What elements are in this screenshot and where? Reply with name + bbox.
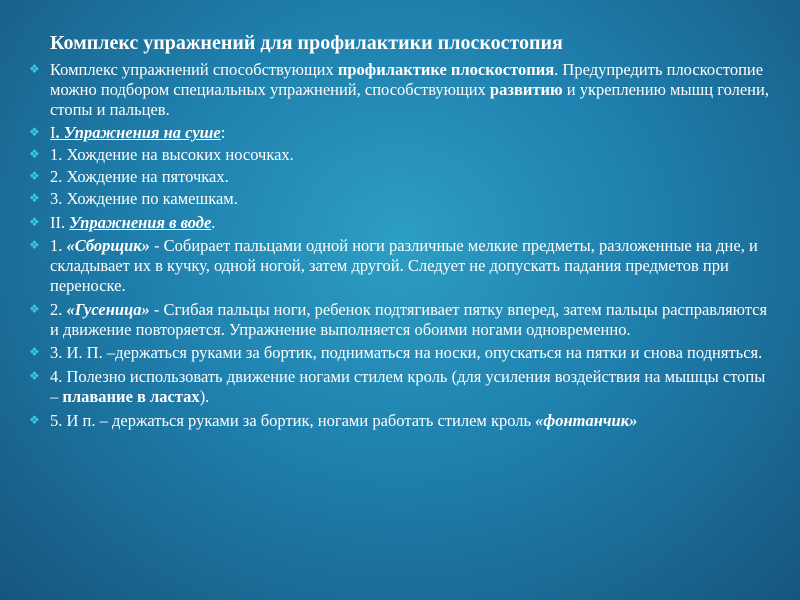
- bold-fragment: плавание в ластах: [62, 386, 200, 406]
- diamond-bullet-icon: ❖: [29, 301, 40, 316]
- diamond-bullet-icon: ❖: [29, 345, 40, 360]
- text-fragment: 2.: [50, 299, 67, 319]
- text-fragment: Комплекс упражнений способствующих: [50, 60, 338, 79]
- list-item-section-land: [27, 123, 775, 143]
- slide-title: Комплекс упражнений для профилактики плоскостопия: [50, 32, 563, 54]
- list-item-exercise: [27, 300, 775, 340]
- bullet-list: [27, 60, 775, 435]
- exercise-name: «Сборщик»: [66, 236, 150, 256]
- section-heading: Упражнения в воде: [69, 212, 212, 232]
- list-item-exercise: [27, 411, 775, 431]
- list-item-intro: [27, 60, 775, 119]
- text-fragment: - Собирает пальцами одной ноги различные мелкие предметы, разложенные на дне, и складывает их в кучку, одной ногой, затем другой. Следует не допускать падания предметов при переноске.: [50, 236, 758, 295]
- diamond-bullet-icon: ❖: [29, 238, 40, 253]
- item-text: 3. И. П. –держаться руками за бортик, подниматься на носки, опускаться на пятки и снова подняться.: [50, 343, 763, 363]
- exercise-name: «Гусеница»: [66, 299, 150, 319]
- text-fragment: 5. И п. – держаться руками за бортик, ногами работать стилем кроль: [50, 410, 536, 430]
- item-text: 1. Хождение на высоких носочках.: [50, 145, 294, 165]
- text-fragment: . Предупредить плоскостопие можно подбором специальных упражнений, способствующих: [50, 60, 764, 99]
- text-fragment: - Сгибая пальцы ноги, ребенок подтягивает пятку вперед, затем пальцы расправляются и движение повторяется. Упражнение выполняется обоими ногами одновременно.: [50, 299, 768, 339]
- list-item-exercise: [27, 367, 775, 407]
- text-fragment: ).: [199, 386, 210, 406]
- diamond-bullet-icon: ❖: [29, 125, 40, 140]
- bold-fragment: развитию: [489, 79, 563, 99]
- list-item-exercise: [27, 236, 775, 295]
- text-fragment: .: [55, 123, 64, 143]
- diamond-bullet-icon: ❖: [29, 62, 40, 76]
- bold-fragment: профилактике плоскостопия: [337, 60, 555, 79]
- text-fragment: 1.: [50, 236, 67, 256]
- section-heading: Упражнения на суше: [63, 123, 221, 143]
- diamond-bullet-icon: ❖: [29, 214, 40, 229]
- text-fragment: .: [211, 212, 216, 232]
- text-fragment: и укреплению мышц голени, стопы и пальцев.: [50, 79, 769, 119]
- list-item-exercise: [27, 189, 775, 209]
- list-item-section-water: [27, 213, 775, 233]
- list-item-exercise: [27, 145, 775, 165]
- item-text: 2. Хождение на пяточках.: [50, 166, 229, 186]
- text-fragment: 4. Полезно использовать движение ногами стилем кроль (для усиления воздействия на мышцы стопы –: [50, 367, 766, 406]
- diamond-bullet-icon: ❖: [29, 369, 40, 384]
- exercise-name: «фонтанчик»: [535, 410, 638, 430]
- section-number: II.: [50, 212, 70, 232]
- list-item-exercise: [27, 167, 775, 187]
- list-item-exercise: [27, 343, 775, 363]
- diamond-bullet-icon: ❖: [29, 412, 40, 427]
- diamond-bullet-icon: ❖: [29, 168, 40, 183]
- item-text: 3. Хождение по камешкам.: [50, 188, 238, 208]
- diamond-bullet-icon: ❖: [29, 190, 40, 205]
- section-number: I: [50, 123, 56, 143]
- text-fragment: :: [220, 123, 226, 143]
- diamond-bullet-icon: ❖: [29, 147, 40, 162]
